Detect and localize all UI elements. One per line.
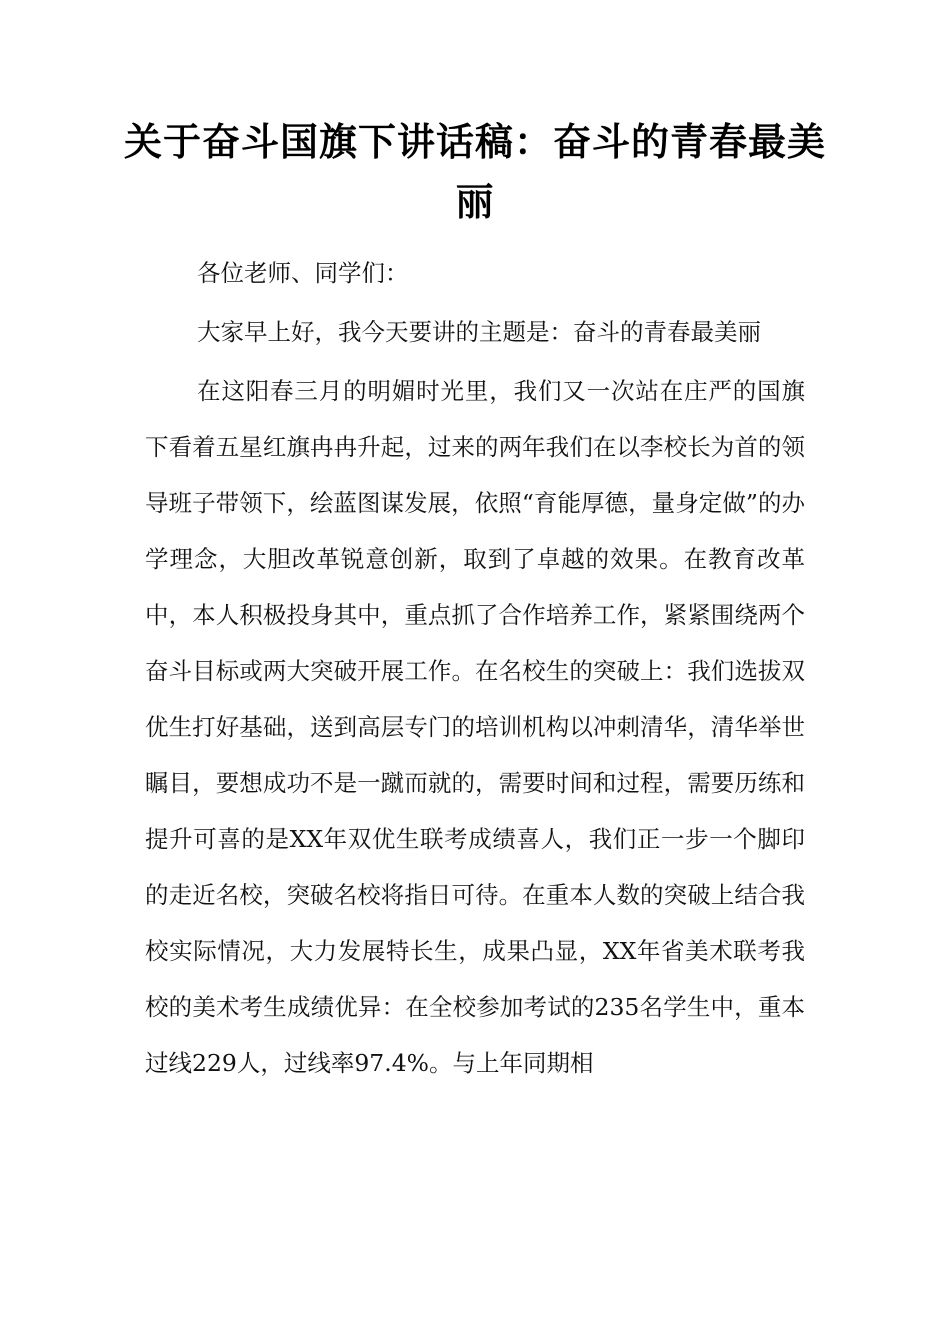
paragraph-opening: 大家早上好，我今天要讲的主题是：奋斗的青春最美丽 (197, 318, 761, 346)
greeting-line: 各位老师、同学们： (197, 259, 409, 287)
page-title: 关于奋斗国旗下讲话稿：奋斗的青春最美丽 (123, 120, 826, 224)
paragraph-main: 在这阳春三月的明媚时光里，我们又一次站在庄严的国旗下看着五星红旗冉冉升起，过来的两年我们在以李校长为首的领导班子带领下，绘蓝图谋发展，依照“育能厚德，量身定做”的办学理念，大胆改革锐意创新，取到了卓越的效果。在教育改革中，本人积极投身其中，重点抓了合作培养工作，紧紧围绕两个奋斗目标或两大突破开展工作。在名校生的突破上：我们选拔双优生打好基础，送到高层专门的培训机构以冲刺清华，清华举世瞩目，要想成功不是一蹴而就的，需要时间和过程，需要历练和提升可喜的是XX年双优生联考成绩喜人，我们正一步一个脚印的走近名校，突破名校将指日可待。在重本人数的突破上结合我校实际情况，大力发展特长生，成果凸显，XX年省美术联考我校的美术考生成绩优异：在全校参加考试的235名学生中，重本过线229人，过线率97.4%。与上年同期相 (145, 377, 805, 1077)
document-body (145, 245, 805, 1094)
